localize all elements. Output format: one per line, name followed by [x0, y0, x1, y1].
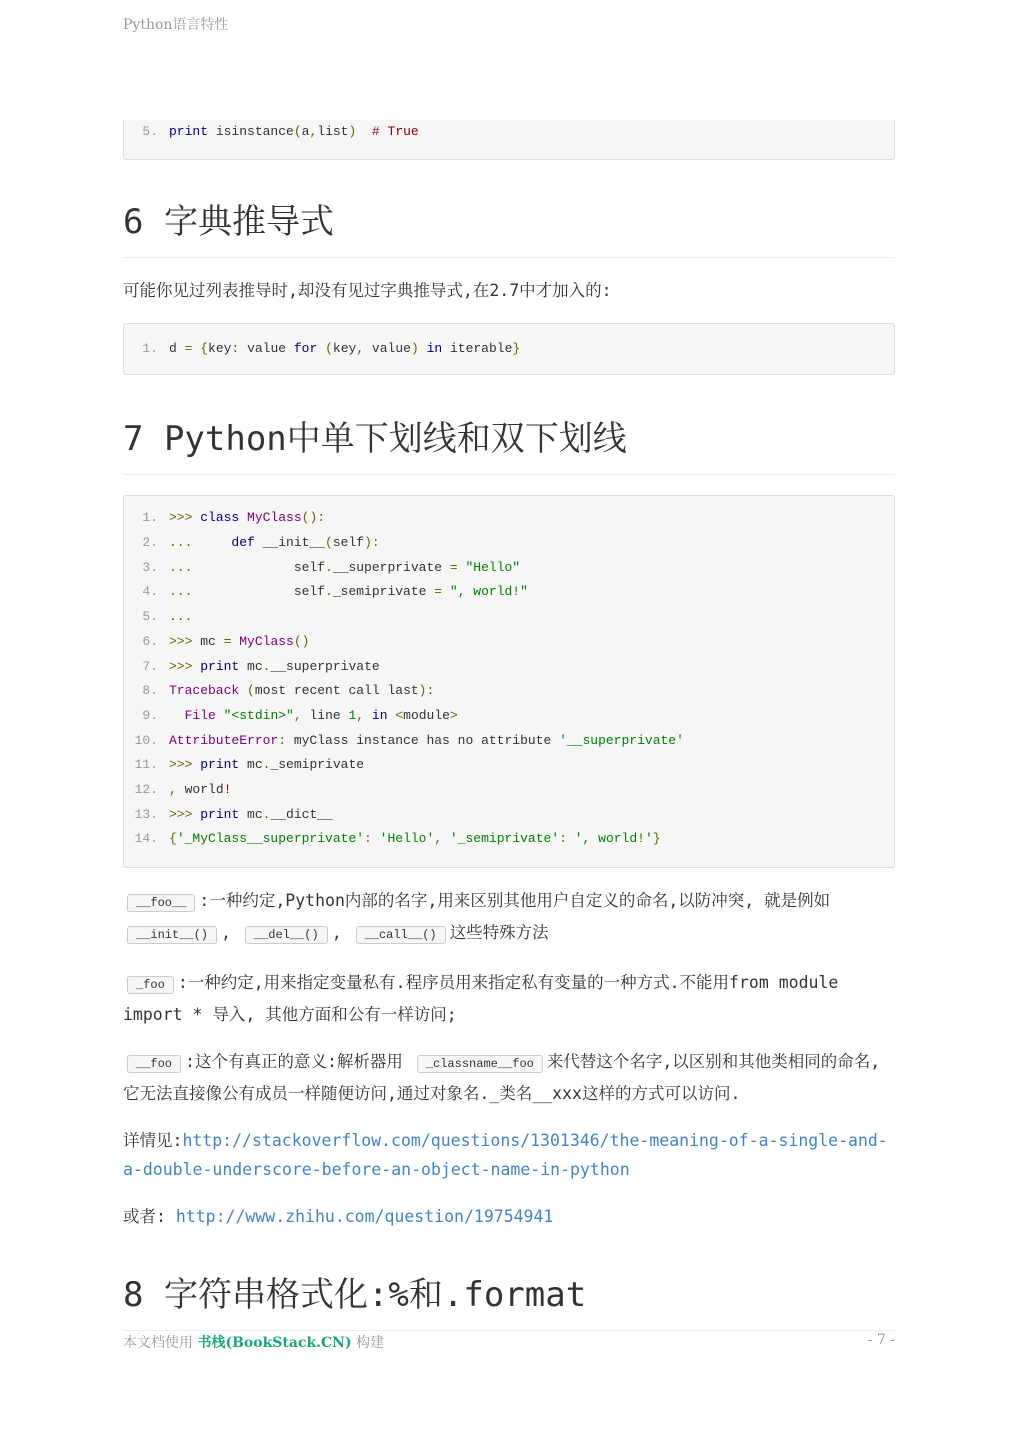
- line-number: 2.: [142, 535, 158, 551]
- inline-code: __foo__: [127, 894, 195, 912]
- line-number: 13.: [134, 806, 158, 822]
- line-number: 11.: [134, 757, 158, 773]
- line-number: 5.: [142, 609, 158, 625]
- document-content: [123, 120, 895, 1331]
- separator: ,: [331, 923, 342, 942]
- paragraph-text: :一种约定,用来指定变量私有.程序员用来指定私有变量的一种方式.不能用from module import * 导入, 其他方面和公有一样访问;: [123, 973, 839, 1024]
- code-line: 10. AttributeError: myClass instance has no attribute '__superprivate': [124, 729, 894, 754]
- line-number: 10.: [134, 732, 158, 748]
- page-number: - 7 -: [867, 1332, 895, 1348]
- inline-code: _classname__foo: [417, 1055, 543, 1073]
- code-line: 3. ... self.__superprivate = "Hello": [124, 556, 894, 581]
- bookstack-brand-link[interactable]: 书栈(BookStack.CN): [197, 1335, 352, 1351]
- code-block-underscore-example: [123, 495, 895, 868]
- code-line: 12. , world!: [124, 778, 894, 803]
- line-number: 1.: [142, 340, 158, 356]
- line-number: 8.: [142, 683, 158, 699]
- paragraph-double-underscore: [123, 1047, 895, 1108]
- section-heading-6: 6 字典推导式: [123, 194, 895, 258]
- code-line: 5. ...: [124, 605, 894, 630]
- paragraph-dunder: [123, 886, 895, 950]
- paragraph-text: 来代替这个名字,以区别和其他类相同的命名,它无法直接像公有成员一样随便访问,通过对象名._类名__xxx这样的方式可以访问.: [123, 1052, 881, 1103]
- code-line: 13. >>> print mc.__dict__: [124, 803, 894, 828]
- line-number: 5.: [142, 124, 158, 139]
- code-line: 11. >>> print mc._semiprivate: [124, 753, 894, 778]
- code-line: 2. ... def __init__(self):: [124, 531, 894, 556]
- inline-code: __init__(): [127, 926, 217, 944]
- code-line: [124, 337, 894, 362]
- code-text: d = {key: value for (key, value) in iterable}: [169, 340, 521, 356]
- paragraph-alternative: [123, 1202, 895, 1231]
- section-heading-8: 8 字符串格式化:%和.format: [123, 1267, 895, 1331]
- paragraph-single-underscore: [123, 968, 895, 1029]
- inline-code: __foo: [127, 1055, 181, 1073]
- alternative-label: 或者:: [123, 1207, 176, 1226]
- code-block-dict-comprehension: [123, 323, 895, 376]
- document-footer: [123, 1332, 895, 1352]
- document-header: Python语言特性: [123, 17, 229, 33]
- details-label: 详情见:: [123, 1131, 183, 1150]
- line-number: 4.: [142, 584, 158, 600]
- code-line: 4. ... self._semiprivate = ", world!": [124, 580, 894, 605]
- code-line: 14. {'_MyClass__superprivate': 'Hello', '_semiprivate': ', world!'}: [124, 827, 894, 852]
- line-number: 9.: [142, 707, 158, 723]
- paragraph-details: [123, 1126, 895, 1184]
- line-number: 7.: [142, 658, 158, 674]
- stackoverflow-link[interactable]: http://stackoverflow.com/questions/1301346/the-meaning-of-a-single-and-a-double-underscore-before-an-object-name-in-python: [123, 1131, 888, 1179]
- section-heading-7: 7 Python中单下划线和双下划线: [123, 411, 895, 475]
- line-number: 3.: [142, 559, 158, 575]
- code-line: 7. >>> print mc.__superprivate: [124, 655, 894, 680]
- footer-suffix: 构建: [351, 1335, 385, 1351]
- paragraph-text: :一种约定,Python内部的名字,用来区别其他用户自定义的命名,以防冲突, 就是例如: [199, 891, 831, 910]
- code-text: print isinstance(a,list) # True: [169, 124, 419, 139]
- paragraph-text: :这个有真正的意义:解析器用: [185, 1052, 403, 1071]
- inline-code: __del__(): [245, 926, 328, 944]
- line-number: 12.: [134, 781, 158, 797]
- inline-code: __call__(): [356, 926, 446, 944]
- footer-prefix: 本文档使用: [123, 1335, 198, 1351]
- inline-code: _foo: [127, 976, 174, 994]
- line-number: 6.: [142, 633, 158, 649]
- line-number: 14.: [134, 831, 158, 847]
- code-line: 6. >>> mc = MyClass(): [124, 630, 894, 655]
- line-number: 1.: [142, 510, 158, 526]
- section6-intro: 可能你见过列表推导时,却没有见过字典推导式,在2.7中才加入的:: [123, 280, 612, 300]
- code-line: 9. File "<stdin>", line 1, in <module>: [124, 704, 894, 729]
- paragraph-text: 这些特殊方法: [449, 923, 549, 942]
- code-line: [124, 120, 894, 145]
- zhihu-link[interactable]: http://www.zhihu.com/question/19754941: [175, 1207, 554, 1226]
- separator: ,: [221, 923, 231, 942]
- code-line: 1. >>> class MyClass():: [124, 506, 894, 531]
- code-block-continued: [123, 120, 895, 160]
- code-line: 8. Traceback (most recent call last):: [124, 679, 894, 704]
